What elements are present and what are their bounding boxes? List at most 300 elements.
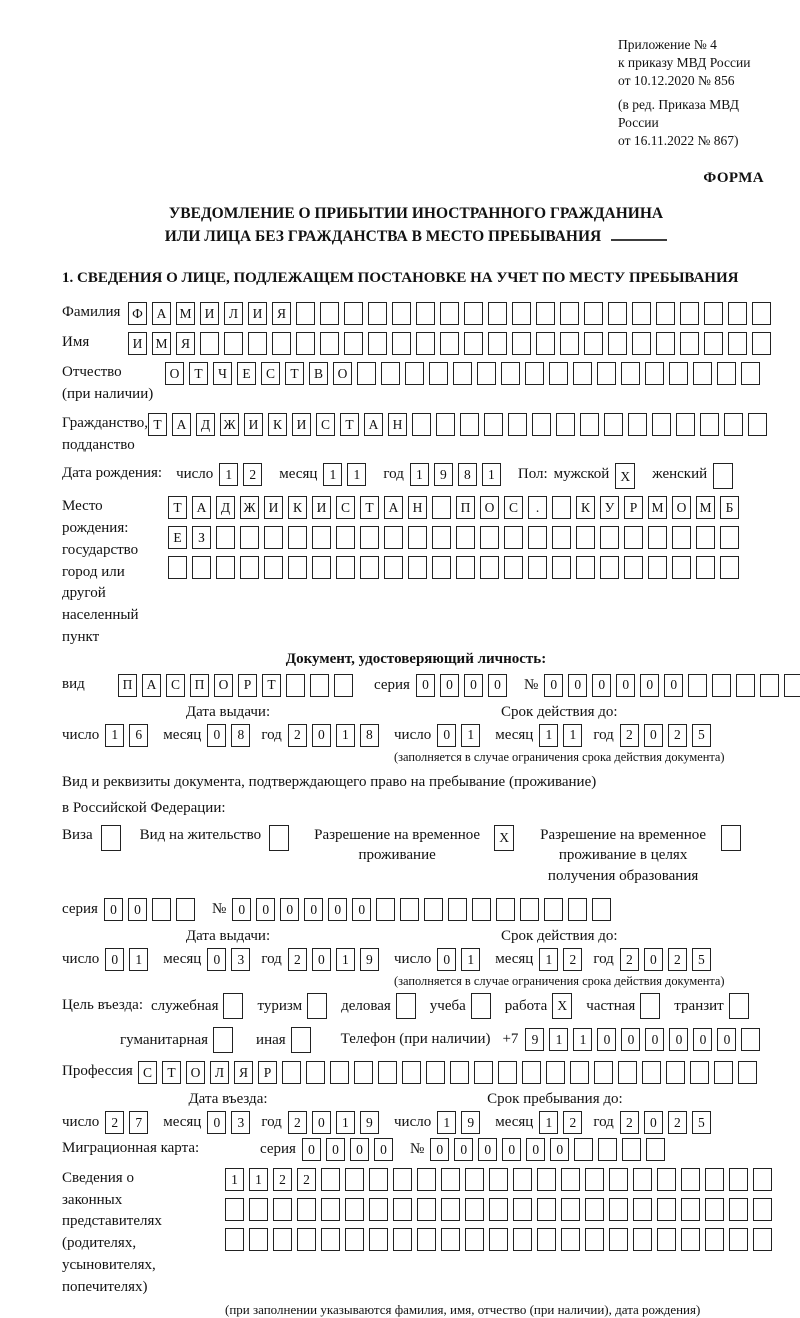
char-cell[interactable]: 0 bbox=[454, 1138, 473, 1161]
char-cell[interactable] bbox=[472, 898, 491, 921]
char-cell[interactable] bbox=[474, 1061, 493, 1084]
char-cell[interactable] bbox=[330, 1061, 349, 1084]
char-cell[interactable] bbox=[628, 413, 647, 436]
char-cell[interactable] bbox=[681, 1198, 700, 1221]
char-cell[interactable] bbox=[344, 332, 363, 355]
char-cell[interactable] bbox=[416, 332, 435, 355]
char-cell[interactable]: 2 bbox=[620, 1111, 639, 1134]
char-cell[interactable] bbox=[729, 1228, 748, 1251]
char-cell[interactable] bbox=[576, 526, 595, 549]
char-cell[interactable] bbox=[721, 825, 741, 851]
char-cell[interactable]: А bbox=[172, 413, 191, 436]
char-cell[interactable]: 0 bbox=[437, 724, 456, 747]
char-cell[interactable]: 0 bbox=[350, 1138, 369, 1161]
char-cell[interactable]: 0 bbox=[644, 1111, 663, 1134]
char-cell[interactable] bbox=[368, 332, 387, 355]
char-cell[interactable] bbox=[273, 1228, 292, 1251]
char-cell[interactable]: 1 bbox=[105, 724, 124, 747]
char-cell[interactable] bbox=[656, 332, 675, 355]
char-cell[interactable] bbox=[681, 1228, 700, 1251]
char-cell[interactable]: 0 bbox=[592, 674, 611, 697]
char-cell[interactable] bbox=[396, 993, 416, 1019]
char-cell[interactable] bbox=[704, 302, 723, 325]
char-cell[interactable]: У bbox=[600, 496, 619, 519]
char-cell[interactable] bbox=[672, 526, 691, 549]
char-cell[interactable] bbox=[417, 1168, 436, 1191]
char-cell[interactable]: 0 bbox=[664, 674, 683, 697]
char-cell[interactable]: И bbox=[244, 413, 263, 436]
char-cell[interactable] bbox=[392, 332, 411, 355]
char-cell[interactable] bbox=[334, 674, 353, 697]
char-cell[interactable] bbox=[440, 302, 459, 325]
char-cell[interactable] bbox=[312, 556, 331, 579]
char-cell[interactable] bbox=[632, 332, 651, 355]
char-cell[interactable]: Ч bbox=[213, 362, 232, 385]
char-cell[interactable]: И bbox=[248, 302, 267, 325]
char-cell[interactable] bbox=[669, 362, 688, 385]
char-cell[interactable] bbox=[320, 302, 339, 325]
char-cell[interactable]: 2 bbox=[620, 724, 639, 747]
char-cell[interactable] bbox=[561, 1198, 580, 1221]
char-cell[interactable] bbox=[592, 898, 611, 921]
char-cell[interactable] bbox=[412, 413, 431, 436]
char-cell[interactable] bbox=[700, 413, 719, 436]
char-cell[interactable]: Т bbox=[162, 1061, 181, 1084]
char-cell[interactable] bbox=[594, 1061, 613, 1084]
char-cell[interactable]: 0 bbox=[105, 948, 124, 971]
char-cell[interactable]: 2 bbox=[668, 948, 687, 971]
char-cell[interactable]: О bbox=[672, 496, 691, 519]
char-cell[interactable] bbox=[357, 362, 376, 385]
char-cell[interactable] bbox=[552, 556, 571, 579]
char-cell[interactable]: 1 bbox=[347, 463, 366, 486]
char-cell[interactable] bbox=[584, 302, 603, 325]
char-cell[interactable] bbox=[729, 1198, 748, 1221]
char-cell[interactable] bbox=[753, 1198, 772, 1221]
char-cell[interactable] bbox=[296, 332, 315, 355]
char-cell[interactable]: 0 bbox=[645, 1028, 664, 1051]
char-cell[interactable] bbox=[465, 1198, 484, 1221]
char-cell[interactable] bbox=[273, 1198, 292, 1221]
char-cell[interactable] bbox=[286, 674, 305, 697]
char-cell[interactable]: 0 bbox=[693, 1028, 712, 1051]
char-cell[interactable] bbox=[417, 1198, 436, 1221]
char-cell[interactable]: П bbox=[456, 496, 475, 519]
char-cell[interactable] bbox=[465, 1228, 484, 1251]
char-cell[interactable]: Д bbox=[216, 496, 235, 519]
char-cell[interactable]: С bbox=[316, 413, 335, 436]
char-cell[interactable] bbox=[604, 413, 623, 436]
char-cell[interactable]: 2 bbox=[288, 1111, 307, 1134]
char-cell[interactable] bbox=[690, 1061, 709, 1084]
char-cell[interactable]: С bbox=[504, 496, 523, 519]
char-cell[interactable] bbox=[489, 1168, 508, 1191]
char-cell[interactable] bbox=[560, 302, 579, 325]
char-cell[interactable] bbox=[424, 898, 443, 921]
char-cell[interactable]: К bbox=[576, 496, 595, 519]
char-cell[interactable] bbox=[704, 332, 723, 355]
char-cell[interactable]: X bbox=[615, 463, 635, 489]
char-cell[interactable] bbox=[741, 362, 760, 385]
char-cell[interactable] bbox=[597, 362, 616, 385]
char-cell[interactable]: Ж bbox=[240, 496, 259, 519]
char-cell[interactable] bbox=[693, 362, 712, 385]
char-cell[interactable] bbox=[384, 556, 403, 579]
char-cell[interactable] bbox=[288, 556, 307, 579]
char-cell[interactable] bbox=[417, 1228, 436, 1251]
char-cell[interactable]: 0 bbox=[478, 1138, 497, 1161]
char-cell[interactable]: Н bbox=[388, 413, 407, 436]
char-cell[interactable]: 2 bbox=[297, 1168, 316, 1191]
char-cell[interactable] bbox=[354, 1061, 373, 1084]
char-cell[interactable] bbox=[657, 1198, 676, 1221]
char-cell[interactable] bbox=[489, 1198, 508, 1221]
char-cell[interactable] bbox=[528, 556, 547, 579]
char-cell[interactable]: С bbox=[166, 674, 185, 697]
char-cell[interactable]: 3 bbox=[231, 948, 250, 971]
char-cell[interactable] bbox=[549, 362, 568, 385]
char-cell[interactable] bbox=[657, 1168, 676, 1191]
char-cell[interactable] bbox=[585, 1228, 604, 1251]
char-cell[interactable] bbox=[384, 526, 403, 549]
char-cell[interactable] bbox=[609, 1168, 628, 1191]
char-cell[interactable]: 8 bbox=[231, 724, 250, 747]
char-cell[interactable]: О bbox=[186, 1061, 205, 1084]
char-cell[interactable] bbox=[176, 898, 195, 921]
char-cell[interactable]: З bbox=[192, 526, 211, 549]
char-cell[interactable] bbox=[576, 556, 595, 579]
char-cell[interactable] bbox=[624, 526, 643, 549]
char-cell[interactable]: К bbox=[268, 413, 287, 436]
char-cell[interactable] bbox=[556, 413, 575, 436]
char-cell[interactable]: М bbox=[696, 496, 715, 519]
char-cell[interactable]: Б bbox=[720, 496, 739, 519]
char-cell[interactable] bbox=[441, 1168, 460, 1191]
char-cell[interactable]: 0 bbox=[717, 1028, 736, 1051]
char-cell[interactable] bbox=[537, 1198, 556, 1221]
char-cell[interactable] bbox=[484, 413, 503, 436]
char-cell[interactable] bbox=[561, 1168, 580, 1191]
char-cell[interactable] bbox=[440, 332, 459, 355]
char-cell[interactable] bbox=[574, 1138, 593, 1161]
char-cell[interactable] bbox=[537, 1168, 556, 1191]
char-cell[interactable] bbox=[489, 1228, 508, 1251]
char-cell[interactable]: 1 bbox=[249, 1168, 268, 1191]
char-cell[interactable] bbox=[585, 1198, 604, 1221]
char-cell[interactable]: И bbox=[128, 332, 147, 355]
char-cell[interactable] bbox=[392, 302, 411, 325]
char-cell[interactable]: 0 bbox=[597, 1028, 616, 1051]
char-cell[interactable] bbox=[307, 993, 327, 1019]
char-cell[interactable] bbox=[436, 413, 455, 436]
char-cell[interactable]: 0 bbox=[207, 724, 226, 747]
char-cell[interactable]: 1 bbox=[437, 1111, 456, 1134]
char-cell[interactable]: 0 bbox=[464, 674, 483, 697]
char-cell[interactable] bbox=[192, 556, 211, 579]
char-cell[interactable] bbox=[504, 526, 523, 549]
char-cell[interactable]: А bbox=[384, 496, 403, 519]
char-cell[interactable] bbox=[369, 1168, 388, 1191]
char-cell[interactable]: М bbox=[152, 332, 171, 355]
char-cell[interactable] bbox=[648, 526, 667, 549]
char-cell[interactable]: 1 bbox=[563, 724, 582, 747]
char-cell[interactable] bbox=[400, 898, 419, 921]
char-cell[interactable]: . bbox=[528, 496, 547, 519]
char-cell[interactable]: 0 bbox=[416, 674, 435, 697]
char-cell[interactable]: 2 bbox=[668, 1111, 687, 1134]
char-cell[interactable] bbox=[720, 556, 739, 579]
char-cell[interactable] bbox=[714, 1061, 733, 1084]
char-cell[interactable] bbox=[741, 1028, 760, 1051]
char-cell[interactable] bbox=[432, 496, 451, 519]
char-cell[interactable]: Д bbox=[196, 413, 215, 436]
char-cell[interactable] bbox=[249, 1228, 268, 1251]
char-cell[interactable] bbox=[240, 556, 259, 579]
char-cell[interactable] bbox=[312, 526, 331, 549]
char-cell[interactable]: 1 bbox=[336, 948, 355, 971]
char-cell[interactable]: Т bbox=[360, 496, 379, 519]
char-cell[interactable] bbox=[568, 898, 587, 921]
char-cell[interactable]: 0 bbox=[304, 898, 323, 921]
char-cell[interactable] bbox=[408, 526, 427, 549]
char-cell[interactable] bbox=[513, 1168, 532, 1191]
char-cell[interactable] bbox=[288, 526, 307, 549]
char-cell[interactable] bbox=[456, 556, 475, 579]
char-cell[interactable] bbox=[200, 332, 219, 355]
char-cell[interactable] bbox=[688, 674, 707, 697]
char-cell[interactable] bbox=[264, 526, 283, 549]
char-cell[interactable] bbox=[748, 413, 767, 436]
char-cell[interactable] bbox=[738, 1061, 757, 1084]
char-cell[interactable] bbox=[512, 302, 531, 325]
char-cell[interactable] bbox=[512, 332, 531, 355]
char-cell[interactable] bbox=[381, 362, 400, 385]
char-cell[interactable]: 5 bbox=[692, 1111, 711, 1134]
char-cell[interactable] bbox=[528, 526, 547, 549]
char-cell[interactable]: Т bbox=[262, 674, 281, 697]
char-cell[interactable] bbox=[321, 1228, 340, 1251]
char-cell[interactable] bbox=[249, 1198, 268, 1221]
char-cell[interactable] bbox=[224, 332, 243, 355]
char-cell[interactable]: 1 bbox=[539, 948, 558, 971]
char-cell[interactable]: 1 bbox=[336, 724, 355, 747]
char-cell[interactable] bbox=[450, 1061, 469, 1084]
char-cell[interactable]: 2 bbox=[563, 1111, 582, 1134]
char-cell[interactable] bbox=[753, 1228, 772, 1251]
char-cell[interactable] bbox=[402, 1061, 421, 1084]
char-cell[interactable] bbox=[609, 1228, 628, 1251]
char-cell[interactable]: 0 bbox=[312, 948, 331, 971]
char-cell[interactable] bbox=[753, 1168, 772, 1191]
char-cell[interactable] bbox=[464, 302, 483, 325]
char-cell[interactable]: 1 bbox=[219, 463, 238, 486]
char-cell[interactable]: 1 bbox=[336, 1111, 355, 1134]
char-cell[interactable] bbox=[672, 556, 691, 579]
char-cell[interactable]: 0 bbox=[280, 898, 299, 921]
char-cell[interactable]: В bbox=[309, 362, 328, 385]
char-cell[interactable] bbox=[369, 1228, 388, 1251]
char-cell[interactable] bbox=[598, 1138, 617, 1161]
char-cell[interactable] bbox=[681, 1168, 700, 1191]
char-cell[interactable] bbox=[496, 898, 515, 921]
char-cell[interactable]: X bbox=[552, 993, 572, 1019]
char-cell[interactable] bbox=[310, 674, 329, 697]
char-cell[interactable] bbox=[152, 898, 171, 921]
char-cell[interactable] bbox=[513, 1228, 532, 1251]
char-cell[interactable] bbox=[369, 1198, 388, 1221]
char-cell[interactable]: И bbox=[292, 413, 311, 436]
char-cell[interactable]: 3 bbox=[231, 1111, 250, 1134]
char-cell[interactable] bbox=[225, 1198, 244, 1221]
char-cell[interactable] bbox=[760, 674, 779, 697]
char-cell[interactable] bbox=[448, 898, 467, 921]
char-cell[interactable] bbox=[657, 1228, 676, 1251]
char-cell[interactable] bbox=[752, 302, 771, 325]
char-cell[interactable]: 9 bbox=[360, 1111, 379, 1134]
char-cell[interactable] bbox=[345, 1228, 364, 1251]
char-cell[interactable]: 1 bbox=[461, 948, 480, 971]
char-cell[interactable]: 0 bbox=[430, 1138, 449, 1161]
char-cell[interactable] bbox=[633, 1168, 652, 1191]
char-cell[interactable]: А bbox=[364, 413, 383, 436]
char-cell[interactable]: 5 bbox=[692, 724, 711, 747]
char-cell[interactable]: 9 bbox=[461, 1111, 480, 1134]
char-cell[interactable] bbox=[345, 1168, 364, 1191]
char-cell[interactable] bbox=[213, 1027, 233, 1053]
char-cell[interactable] bbox=[225, 1228, 244, 1251]
char-cell[interactable]: 0 bbox=[207, 948, 226, 971]
char-cell[interactable] bbox=[666, 1061, 685, 1084]
char-cell[interactable] bbox=[291, 1027, 311, 1053]
char-cell[interactable] bbox=[712, 674, 731, 697]
char-cell[interactable] bbox=[344, 302, 363, 325]
char-cell[interactable]: 2 bbox=[288, 948, 307, 971]
char-cell[interactable]: М bbox=[176, 302, 195, 325]
char-cell[interactable] bbox=[453, 362, 472, 385]
char-cell[interactable] bbox=[321, 1168, 340, 1191]
char-cell[interactable] bbox=[729, 1168, 748, 1191]
char-cell[interactable] bbox=[705, 1228, 724, 1251]
char-cell[interactable] bbox=[101, 825, 121, 851]
char-cell[interactable] bbox=[216, 526, 235, 549]
char-cell[interactable]: 0 bbox=[644, 948, 663, 971]
char-cell[interactable]: Т bbox=[340, 413, 359, 436]
char-cell[interactable]: 9 bbox=[434, 463, 453, 486]
char-cell[interactable] bbox=[552, 526, 571, 549]
char-cell[interactable]: 7 bbox=[129, 1111, 148, 1134]
char-cell[interactable] bbox=[522, 1061, 541, 1084]
char-cell[interactable] bbox=[508, 413, 527, 436]
char-cell[interactable]: 0 bbox=[616, 674, 635, 697]
char-cell[interactable] bbox=[216, 556, 235, 579]
char-cell[interactable]: А bbox=[142, 674, 161, 697]
char-cell[interactable] bbox=[460, 413, 479, 436]
char-cell[interactable]: 0 bbox=[312, 1111, 331, 1134]
char-cell[interactable]: Р bbox=[258, 1061, 277, 1084]
char-cell[interactable]: С bbox=[336, 496, 355, 519]
char-cell[interactable] bbox=[728, 302, 747, 325]
char-cell[interactable]: 2 bbox=[273, 1168, 292, 1191]
char-cell[interactable] bbox=[705, 1198, 724, 1221]
char-cell[interactable]: 0 bbox=[352, 898, 371, 921]
char-cell[interactable] bbox=[416, 302, 435, 325]
char-cell[interactable]: 0 bbox=[326, 1138, 345, 1161]
char-cell[interactable]: 0 bbox=[488, 674, 507, 697]
char-cell[interactable] bbox=[393, 1198, 412, 1221]
char-cell[interactable] bbox=[345, 1198, 364, 1221]
char-cell[interactable]: О bbox=[333, 362, 352, 385]
char-cell[interactable] bbox=[429, 362, 448, 385]
char-cell[interactable] bbox=[393, 1168, 412, 1191]
char-cell[interactable]: Я bbox=[234, 1061, 253, 1084]
char-cell[interactable] bbox=[471, 993, 491, 1019]
char-cell[interactable] bbox=[622, 1138, 641, 1161]
char-cell[interactable]: 2 bbox=[105, 1111, 124, 1134]
char-cell[interactable] bbox=[393, 1228, 412, 1251]
char-cell[interactable]: 2 bbox=[288, 724, 307, 747]
char-cell[interactable] bbox=[544, 898, 563, 921]
char-cell[interactable] bbox=[223, 993, 243, 1019]
char-cell[interactable]: Л bbox=[210, 1061, 229, 1084]
char-cell[interactable]: Е bbox=[168, 526, 187, 549]
char-cell[interactable] bbox=[501, 362, 520, 385]
char-cell[interactable]: 0 bbox=[374, 1138, 393, 1161]
char-cell[interactable]: 0 bbox=[207, 1111, 226, 1134]
char-cell[interactable] bbox=[408, 556, 427, 579]
char-cell[interactable] bbox=[646, 1138, 665, 1161]
char-cell[interactable] bbox=[546, 1061, 565, 1084]
char-cell[interactable] bbox=[432, 526, 451, 549]
char-cell[interactable] bbox=[498, 1061, 517, 1084]
char-cell[interactable] bbox=[477, 362, 496, 385]
char-cell[interactable] bbox=[504, 556, 523, 579]
char-cell[interactable]: 0 bbox=[544, 674, 563, 697]
char-cell[interactable] bbox=[368, 302, 387, 325]
char-cell[interactable]: М bbox=[648, 496, 667, 519]
char-cell[interactable] bbox=[648, 556, 667, 579]
char-cell[interactable]: 1 bbox=[549, 1028, 568, 1051]
char-cell[interactable]: 1 bbox=[410, 463, 429, 486]
char-cell[interactable] bbox=[320, 332, 339, 355]
char-cell[interactable] bbox=[520, 898, 539, 921]
char-cell[interactable] bbox=[784, 674, 800, 697]
char-cell[interactable]: А bbox=[152, 302, 171, 325]
char-cell[interactable]: 0 bbox=[526, 1138, 545, 1161]
char-cell[interactable]: С bbox=[138, 1061, 157, 1084]
char-cell[interactable]: 1 bbox=[323, 463, 342, 486]
char-cell[interactable]: 0 bbox=[128, 898, 147, 921]
char-cell[interactable] bbox=[488, 302, 507, 325]
char-cell[interactable] bbox=[432, 556, 451, 579]
char-cell[interactable] bbox=[441, 1228, 460, 1251]
char-cell[interactable] bbox=[600, 526, 619, 549]
char-cell[interactable]: Ф bbox=[128, 302, 147, 325]
char-cell[interactable] bbox=[532, 413, 551, 436]
char-cell[interactable]: 1 bbox=[461, 724, 480, 747]
char-cell[interactable] bbox=[570, 1061, 589, 1084]
char-cell[interactable] bbox=[736, 674, 755, 697]
char-cell[interactable] bbox=[652, 413, 671, 436]
char-cell[interactable] bbox=[272, 332, 291, 355]
char-cell[interactable] bbox=[720, 526, 739, 549]
char-cell[interactable] bbox=[656, 302, 675, 325]
char-cell[interactable]: Т bbox=[168, 496, 187, 519]
char-cell[interactable]: 8 bbox=[360, 724, 379, 747]
char-cell[interactable]: 2 bbox=[668, 724, 687, 747]
char-cell[interactable]: 9 bbox=[360, 948, 379, 971]
char-cell[interactable]: 1 bbox=[539, 1111, 558, 1134]
char-cell[interactable] bbox=[632, 302, 651, 325]
